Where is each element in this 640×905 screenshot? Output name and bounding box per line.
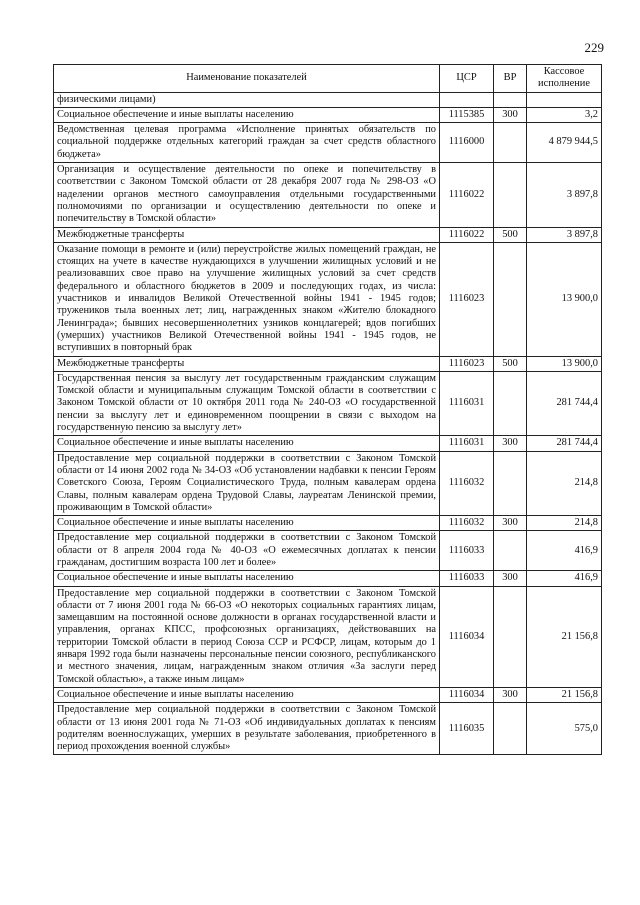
cell-name: Социальное обеспечение и иные выплаты населению xyxy=(54,516,440,531)
cell-csr: 1116034 xyxy=(440,687,494,702)
cell-amount: 281 744,4 xyxy=(527,371,602,435)
cell-csr xyxy=(440,92,494,107)
cell-csr: 1116033 xyxy=(440,571,494,586)
cell-csr: 1116032 xyxy=(440,516,494,531)
cell-vr xyxy=(494,242,527,356)
table-row xyxy=(54,163,602,227)
cell-amount: 575,0 xyxy=(527,703,602,755)
table-body xyxy=(54,92,602,755)
cell-csr: 1116000 xyxy=(440,123,494,163)
cell-vr: 300 xyxy=(494,436,527,451)
cell-amount: 13 900,0 xyxy=(527,242,602,356)
cell-name: Оказание помощи в ремонте и (или) переустройстве жилых помещений граждан, не стоящих на учете в качестве нуждающихся в улучшении жилищных условий и не реализовавших свое право на улучшение жилищных условий за счет средств федерального и областного бюджетов в 2009 и последующих годах, из числа: участников и инвалидов Великой Отечественной войны 1941 - 1945 годов; тружеников тыла военных лет; лиц, награжденных знаком «Жителю блокадного Ленинграда»; бывших несовершеннолетних узников концлагерей; вдов погибших (умерших) участников Великой Отечественной войны 1941 - 1945 годов, не вступивших в повторный брак xyxy=(54,242,440,356)
cell-vr xyxy=(494,371,527,435)
table-row xyxy=(54,371,602,435)
cell-amount: 4 879 944,5 xyxy=(527,123,602,163)
table-row xyxy=(54,571,602,586)
cell-amount: 3,2 xyxy=(527,107,602,122)
table-row xyxy=(54,227,602,242)
cell-name: Организация и осуществление деятельности по опеке и попечительству в соответствии с Законом Томской области от 28 декабря 2007 года № 298-ОЗ «О наделении органов местного самоуправления отдельными государственными полномочиями по организации и осуществлению деятельности по опеке и попечительству в Томской области» xyxy=(54,163,440,227)
cell-name: Предоставление мер социальной поддержки в соответствии с Законом Томской области от 13 июня 2001 года № 71-ОЗ «Об индивидуальных доплатах к пенсиям родителям военнослужащих, умерших в результате заболевания, приобретенного в период прохождения военной службы» xyxy=(54,703,440,755)
cell-vr: 500 xyxy=(494,356,527,371)
table-row xyxy=(54,92,602,107)
cell-vr xyxy=(494,531,527,571)
table-row xyxy=(54,436,602,451)
cell-name: Социальное обеспечение и иные выплаты населению xyxy=(54,436,440,451)
cell-csr: 1116023 xyxy=(440,356,494,371)
cell-csr: 1116031 xyxy=(440,371,494,435)
header-name: Наименование показателей xyxy=(54,65,440,93)
table-row xyxy=(54,687,602,702)
cell-name: Социальное обеспечение и иные выплаты населению xyxy=(54,107,440,122)
cell-csr: 1116033 xyxy=(440,531,494,571)
cell-name: Социальное обеспечение и иные выплаты населению xyxy=(54,687,440,702)
cell-name: Предоставление мер социальной поддержки в соответствии с Законом Томской области от 8 апреля 2004 года № 40-ОЗ «О ежемесячных доплатах к пенсии гражданам, достигшим возраста 100 лет и более» xyxy=(54,531,440,571)
cell-vr: 300 xyxy=(494,516,527,531)
cell-name: Ведомственная целевая программа «Исполнение принятых обязательств по социальной поддержке отдельных категорий граждан за счет средств областного бюджета» xyxy=(54,123,440,163)
cell-amount: 21 156,8 xyxy=(527,586,602,687)
cell-csr: 1116032 xyxy=(440,451,494,515)
table-row xyxy=(54,242,602,356)
cell-name: физическими лицами) xyxy=(54,92,440,107)
cell-amount: 3 897,8 xyxy=(527,227,602,242)
cell-amount: 281 744,4 xyxy=(527,436,602,451)
cell-amount: 214,8 xyxy=(527,451,602,515)
cell-csr: 1116023 xyxy=(440,242,494,356)
cell-name: Межбюджетные трансферты xyxy=(54,356,440,371)
table-row xyxy=(54,586,602,687)
cell-amount: 3 897,8 xyxy=(527,163,602,227)
cell-name: Межбюджетные трансферты xyxy=(54,227,440,242)
cell-vr xyxy=(494,703,527,755)
cell-name: Социальное обеспечение и иные выплаты населению xyxy=(54,571,440,586)
cell-amount xyxy=(527,92,602,107)
cell-name: Предоставление мер социальной поддержки в соответствии с Законом Томской области от 14 июня 2002 года № 34-ОЗ «Об установлении надбавки к пенсии Героям Советского Союза, Героям Социалистического Труда, полным кавалерам ордена Славы, полным кавалерам ордена Трудовой Славы, лауреатам Ленинской премии, проживающим в Томской области» xyxy=(54,451,440,515)
cell-csr: 1116031 xyxy=(440,436,494,451)
cell-vr xyxy=(494,586,527,687)
cell-csr: 1116035 xyxy=(440,703,494,755)
cell-csr: 1116022 xyxy=(440,163,494,227)
cell-amount: 214,8 xyxy=(527,516,602,531)
header-amount: Кассовое исполнение xyxy=(527,65,602,93)
cell-amount: 416,9 xyxy=(527,571,602,586)
cell-vr: 500 xyxy=(494,227,527,242)
table-row xyxy=(54,356,602,371)
cell-name: Государственная пенсия за выслугу лет государственным гражданским служащим Томской области и муниципальным служащим Томской области в соответствии с Законом Томской области от 10 октября 2011 года № 240-ОЗ «О государственной пенсии за выслугу лет и единовременном поощрении в связи с выходом на государственную пенсию за выслугу лет» xyxy=(54,371,440,435)
table-row xyxy=(54,531,602,571)
cell-name: Предоставление мер социальной поддержки в соответствии с Законом Томской области от 7 июня 2001 года № 66-ОЗ «О некоторых социальных гарантиях лицам, замещавшим на постоянной основе должности в органах государственной власти и управления, органах КПСС, профсоюзных организациях, действовавших на территории Томской области в период Союза ССР и РСФСР, лицам, которым до 1 января 1992 года были назначены персональные пенсии союзного, республиканского и местного значения, лицам, награжденным знаком отличия «За заслуги перед Томской областью», а также иным лицам» xyxy=(54,586,440,687)
cell-amount: 21 156,8 xyxy=(527,687,602,702)
budget-table xyxy=(53,64,602,755)
cell-amount: 13 900,0 xyxy=(527,356,602,371)
header-vr: ВР xyxy=(494,65,527,93)
cell-vr: 300 xyxy=(494,687,527,702)
cell-vr xyxy=(494,163,527,227)
cell-vr: 300 xyxy=(494,571,527,586)
cell-vr: 300 xyxy=(494,107,527,122)
table-row xyxy=(54,451,602,515)
cell-amount: 416,9 xyxy=(527,531,602,571)
cell-vr xyxy=(494,123,527,163)
table-row xyxy=(54,123,602,163)
cell-csr: 1115385 xyxy=(440,107,494,122)
header-csr: ЦСР xyxy=(440,65,494,93)
table-row xyxy=(54,703,602,755)
table-row xyxy=(54,107,602,122)
cell-vr xyxy=(494,451,527,515)
cell-csr: 1116034 xyxy=(440,586,494,687)
table-row xyxy=(54,516,602,531)
cell-csr: 1116022 xyxy=(440,227,494,242)
table-header-row xyxy=(54,65,602,93)
page-number: 229 xyxy=(584,40,604,55)
cell-vr xyxy=(494,92,527,107)
